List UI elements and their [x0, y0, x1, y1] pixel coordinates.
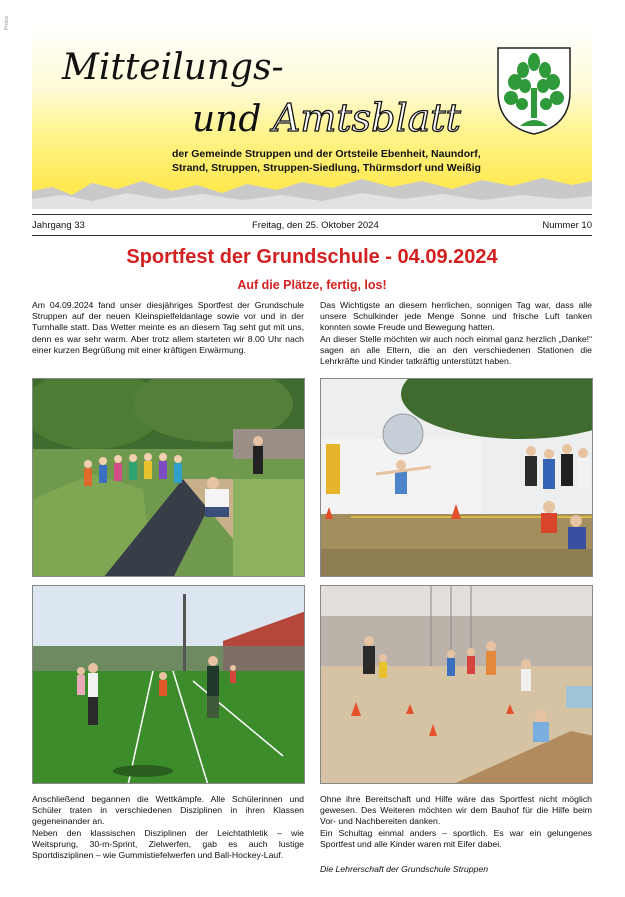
paragraph-top-left: Am 04.09.2024 fand unser diesjähriges Sportfest der Grundschule Struppen auf der neuen Kleinspielfeldanlage sowie vor und in der Turnhalle statt. Das Wetter meinte es an diesem Tag seht gut mit uns, denn es war sehr warm. Aber trotz allem starteten wir 8.00 Uhr nach einer kurzen Begrüßung mit einer kräftigen Erwärmung. — [32, 300, 304, 355]
paragraph-top-right-2: An dieser Stelle möchten wir auch noch einmal ganz herzlich „Danke!“ sagen an alle Eltern, die an den verschiedenen Stationen die Lehrkräfte und Kinder tatkräftig unterstützt haben. — [320, 333, 592, 367]
masthead-subtitle — [172, 147, 481, 175]
paragraph-bottom-left — [32, 794, 304, 861]
paragraph-top-right — [320, 300, 592, 367]
masthead-title-main: Amtsblatt — [272, 96, 461, 140]
print-mark: Probe — [4, 15, 10, 30]
issue-meta-bar — [32, 214, 592, 236]
photo-sprint-turf — [32, 585, 305, 784]
hills-silhouette — [32, 169, 592, 209]
paragraph-bottom-right-1: Ohne ihre Bereitschaft und Hilfe wäre das Sportfest nicht möglich gewesen. Des Weiteren möchten wir dem Bauhof für die Hilfe beim Vor- und Nachbereiten danken. — [320, 794, 592, 827]
paragraph-bottom-right — [320, 794, 592, 850]
paragraph-bottom-right-2: Ein Schultag einmal anders – sportlich. Es war ein gelungenes Sportfest und alle Kinder waren mit Eifer dabei. — [320, 827, 592, 849]
article-headline: Sportfest der Grundschule - 04.09.2024 — [126, 246, 498, 268]
masthead-title-prefix: und — [192, 99, 262, 140]
masthead-subtitle-line2: Strand, Struppen, Struppen-Siedlung, Thürmsdorf und Weißig — [172, 162, 481, 174]
masthead — [32, 24, 592, 209]
photo-long-jump — [32, 378, 305, 577]
article-signoff: Die Lehrerschaft der Grundschule Struppen — [320, 864, 489, 874]
photo-hockey-gym — [320, 585, 593, 784]
paragraph-bottom-left-1: Anschließend begannen die Wettkämpfe. Alle Schülerinnen und Schüler traten in verschiedenen Disziplinen in ihren Klassen gegeneinander an. — [32, 794, 304, 827]
masthead-subtitle-line1: der Gemeinde Struppen und der Ortsteile Ebenheit, Naundorf, — [172, 148, 481, 160]
photo-boot-throwing — [320, 378, 593, 577]
paragraph-top-right-1: Das Wichtigste an diesem herrlichen, sonnigen Tag war, dass alle unsere Schulkinder jede Menge Sonne und frische Luft tanken konnten sowie Freude und Bewegung hatten. — [320, 300, 592, 333]
article-subheadline: Auf die Plätze, fertig, los! — [237, 278, 387, 292]
issue-date: Freitag, den 25. Oktober 2024 — [252, 220, 379, 231]
coat-of-arms-icon — [494, 44, 574, 136]
paragraph-bottom-left-2: Neben den klassischen Disziplinen der Leichtathletik – wie Weitsprung, 30-m-Sprint, Zielwerfen, gab es auch lustige Sportdisziplinen – wie Gummistiefelwerfen und Ball-Hockey-Lauf. — [32, 827, 304, 861]
masthead-title-line2 — [192, 96, 461, 140]
issue-number: Nummer 10 — [542, 220, 592, 231]
masthead-title-line1: Mitteilungs- — [62, 47, 284, 88]
issue-volume: Jahrgang 33 — [32, 220, 85, 231]
